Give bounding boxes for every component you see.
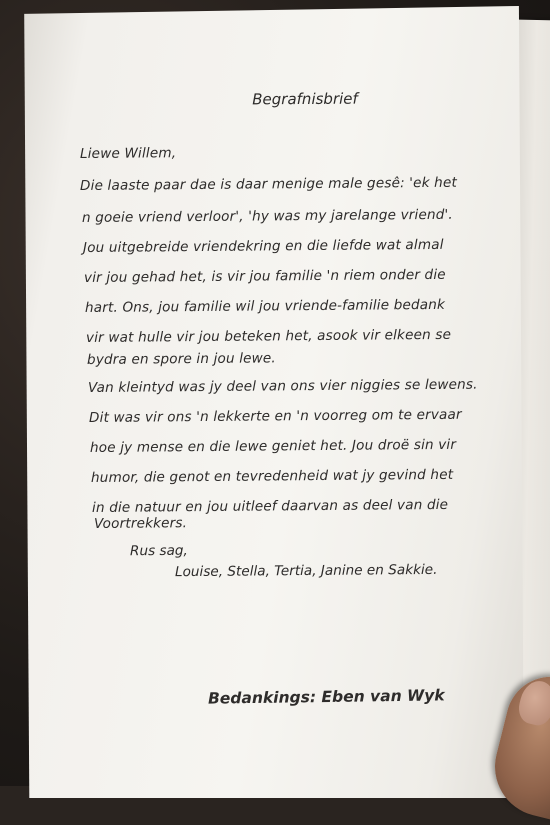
letter-line: Die laaste paar dae is daar menige male gesê: 'ek het: [79, 174, 457, 194]
letter-line: vir wat hulle vir jou beteken het, asook vir elkeen se: [85, 326, 452, 346]
letter-greeting: Liewe Willem,: [79, 145, 177, 162]
acknowledgement: Bedankings: Eben van Wyk: [207, 686, 445, 708]
letter-line: bydra en spore in jou lewe.: [86, 350, 276, 368]
letter-line: hart. Ons, jou familie wil jou vriende-familie bedank: [84, 296, 446, 316]
letter-signatures: Louise, Stella, Tertia, Janine en Sakkie.: [174, 561, 438, 581]
letter-line: Jou uitgebreide vriendekring en die liefde wat almal: [82, 236, 444, 256]
letter-line: vir jou gehad het, is vir jou familie 'n riem onder die: [83, 266, 446, 286]
letter-closing: Rus sag,: [129, 542, 188, 560]
letter-line: n goeie vriend verloor', 'hy was my jarelange vriend'.: [81, 206, 453, 226]
letter-line: Van kleintyd was jy deel van ons vier niggies se lewens.: [87, 376, 478, 396]
letter-title: Begrafnisbrief: [252, 89, 358, 109]
letter-line: in die natuur en jou uitleef daarvan as deel van die: [91, 496, 449, 516]
letter-line: Dit was vir ons 'n lekkerte en 'n voorreg om te ervaar: [88, 406, 462, 426]
letter-line: Voortrekkers.: [93, 515, 188, 532]
letter-line: humor, die genot en tevredenheid wat jy gevind het: [90, 466, 454, 486]
letter-line: hoe jy mense en die lewe geniet het. Jou droë sin vir: [89, 436, 457, 456]
